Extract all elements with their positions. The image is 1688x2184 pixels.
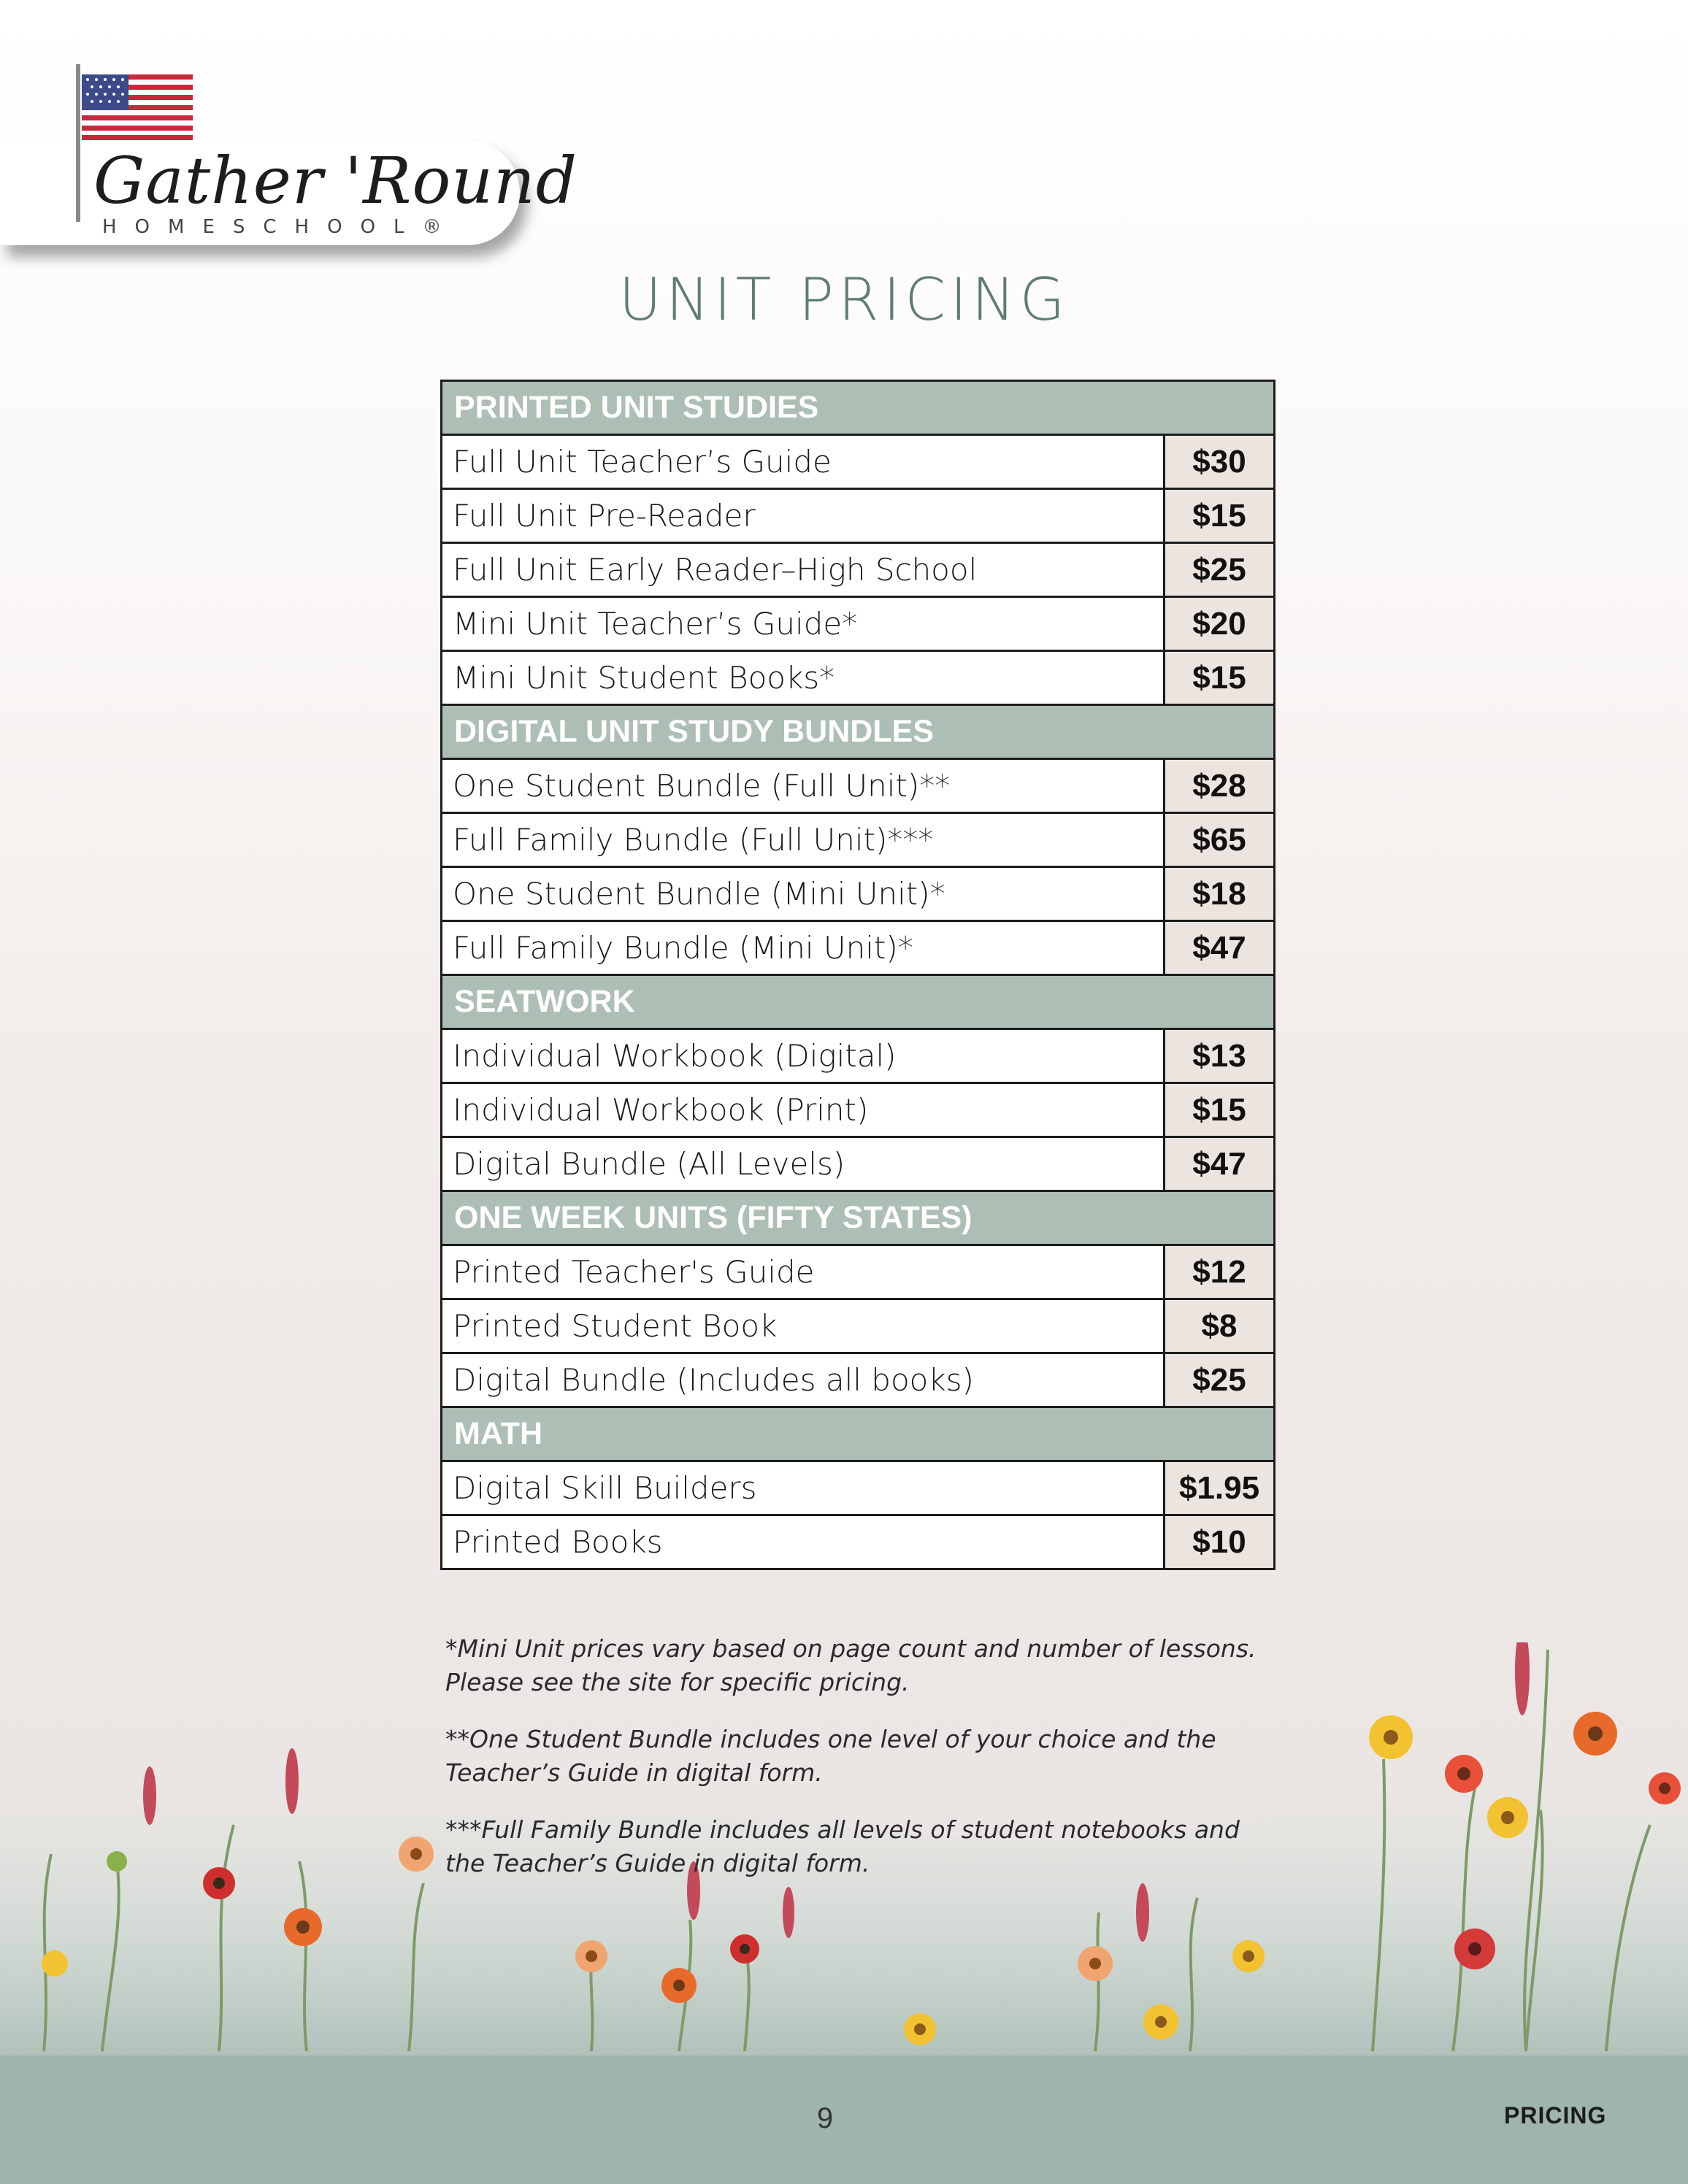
table-row [442, 1029, 1275, 1083]
table-row [442, 1299, 1275, 1353]
footnote: **One Student Bundle includes one level of your choice and the Teacher’s Guide in digital form. [445, 1725, 1216, 1787]
item-price: $47 [1165, 921, 1275, 975]
table-row [442, 867, 1275, 921]
item-price: $30 [1165, 435, 1275, 489]
section-header-seatwork [442, 975, 1275, 1029]
section-heading: MATH [442, 1407, 1275, 1461]
section-header-printed-unit-studies [442, 381, 1275, 435]
item-label: Individual Workbook (Print) [442, 1083, 1165, 1137]
item-price: $47 [1165, 1137, 1275, 1191]
logo-name: Gather 'Round [93, 143, 578, 218]
footnotes [445, 1632, 1278, 1904]
item-label: Full Family Bundle (Full Unit)*** [442, 813, 1165, 867]
footer-section-label: PRICING [1504, 2102, 1607, 2129]
table-row [442, 921, 1275, 975]
item-label: One Student Bundle (Full Unit)** [442, 759, 1165, 813]
item-price: $12 [1165, 1245, 1275, 1299]
pricing-table [440, 380, 1275, 1570]
item-price: $25 [1165, 543, 1275, 597]
item-label: Full Unit Early Reader–High School [442, 543, 1165, 597]
section-header-digital-unit-study-bundles [442, 705, 1275, 759]
page-title: UNIT PRICING [618, 266, 1070, 334]
item-price: $65 [1165, 813, 1275, 867]
item-price: $8 [1165, 1299, 1275, 1353]
table-row [442, 651, 1275, 705]
footnote: ***Full Family Bundle includes all levels of student notebooks and the Teacher’s Guide in digital form. [445, 1815, 1240, 1877]
item-price: $15 [1165, 1083, 1275, 1137]
item-label: Digital Bundle (All Levels) [442, 1137, 1165, 1191]
item-label: Printed Books [442, 1515, 1165, 1569]
item-label: Mini Unit Teacher’s Guide* [442, 597, 1165, 651]
item-price: $15 [1165, 489, 1275, 543]
table-row [442, 1353, 1275, 1407]
item-label: Digital Skill Builders [442, 1461, 1165, 1515]
item-label: Digital Bundle (Includes all books) [442, 1353, 1165, 1407]
item-price: $15 [1165, 651, 1275, 705]
table-row [442, 1137, 1275, 1191]
section-heading: DIGITAL UNIT STUDY BUNDLES [442, 705, 1275, 759]
table-row [442, 813, 1275, 867]
page-number: 9 [816, 2102, 834, 2134]
item-price: $1.95 [1165, 1461, 1275, 1515]
table-row [442, 1083, 1275, 1137]
item-label: Individual Workbook (Digital) [442, 1029, 1165, 1083]
item-label: Full Unit Pre-Reader [442, 489, 1165, 543]
section-heading: PRINTED UNIT STUDIES [442, 381, 1275, 435]
item-label: Full Family Bundle (Mini Unit)* [442, 921, 1165, 975]
item-label: Printed Student Book [442, 1299, 1165, 1353]
flag-pole [76, 64, 80, 222]
item-price: $10 [1165, 1515, 1275, 1569]
table-row [442, 543, 1275, 597]
item-price: $20 [1165, 597, 1275, 651]
section-header-math [442, 1407, 1275, 1461]
item-label: One Student Bundle (Mini Unit)* [442, 867, 1165, 921]
item-label: Mini Unit Student Books* [442, 651, 1165, 705]
item-price: $13 [1165, 1029, 1275, 1083]
table-row [442, 1461, 1275, 1515]
item-price: $28 [1165, 759, 1275, 813]
section-header-one-week-units [442, 1191, 1275, 1245]
item-price: $25 [1165, 1353, 1275, 1407]
section-heading: ONE WEEK UNITS (FIFTY STATES) [442, 1191, 1275, 1245]
table-row [442, 435, 1275, 489]
table-row [442, 597, 1275, 651]
item-label: Full Unit Teacher’s Guide [442, 435, 1165, 489]
table-row [442, 759, 1275, 813]
american-flag-icon [82, 74, 193, 140]
table-row [442, 489, 1275, 543]
logo-subtitle: HOMESCHOOL® [102, 216, 460, 238]
footnote: *Mini Unit prices vary based on page count and number of lessons. Please see the site for specific pricing. [445, 1634, 1257, 1696]
table-row [442, 1515, 1275, 1569]
table-row [442, 1245, 1275, 1299]
item-label: Printed Teacher's Guide [442, 1245, 1165, 1299]
section-heading: SEATWORK [442, 975, 1275, 1029]
item-price: $18 [1165, 867, 1275, 921]
